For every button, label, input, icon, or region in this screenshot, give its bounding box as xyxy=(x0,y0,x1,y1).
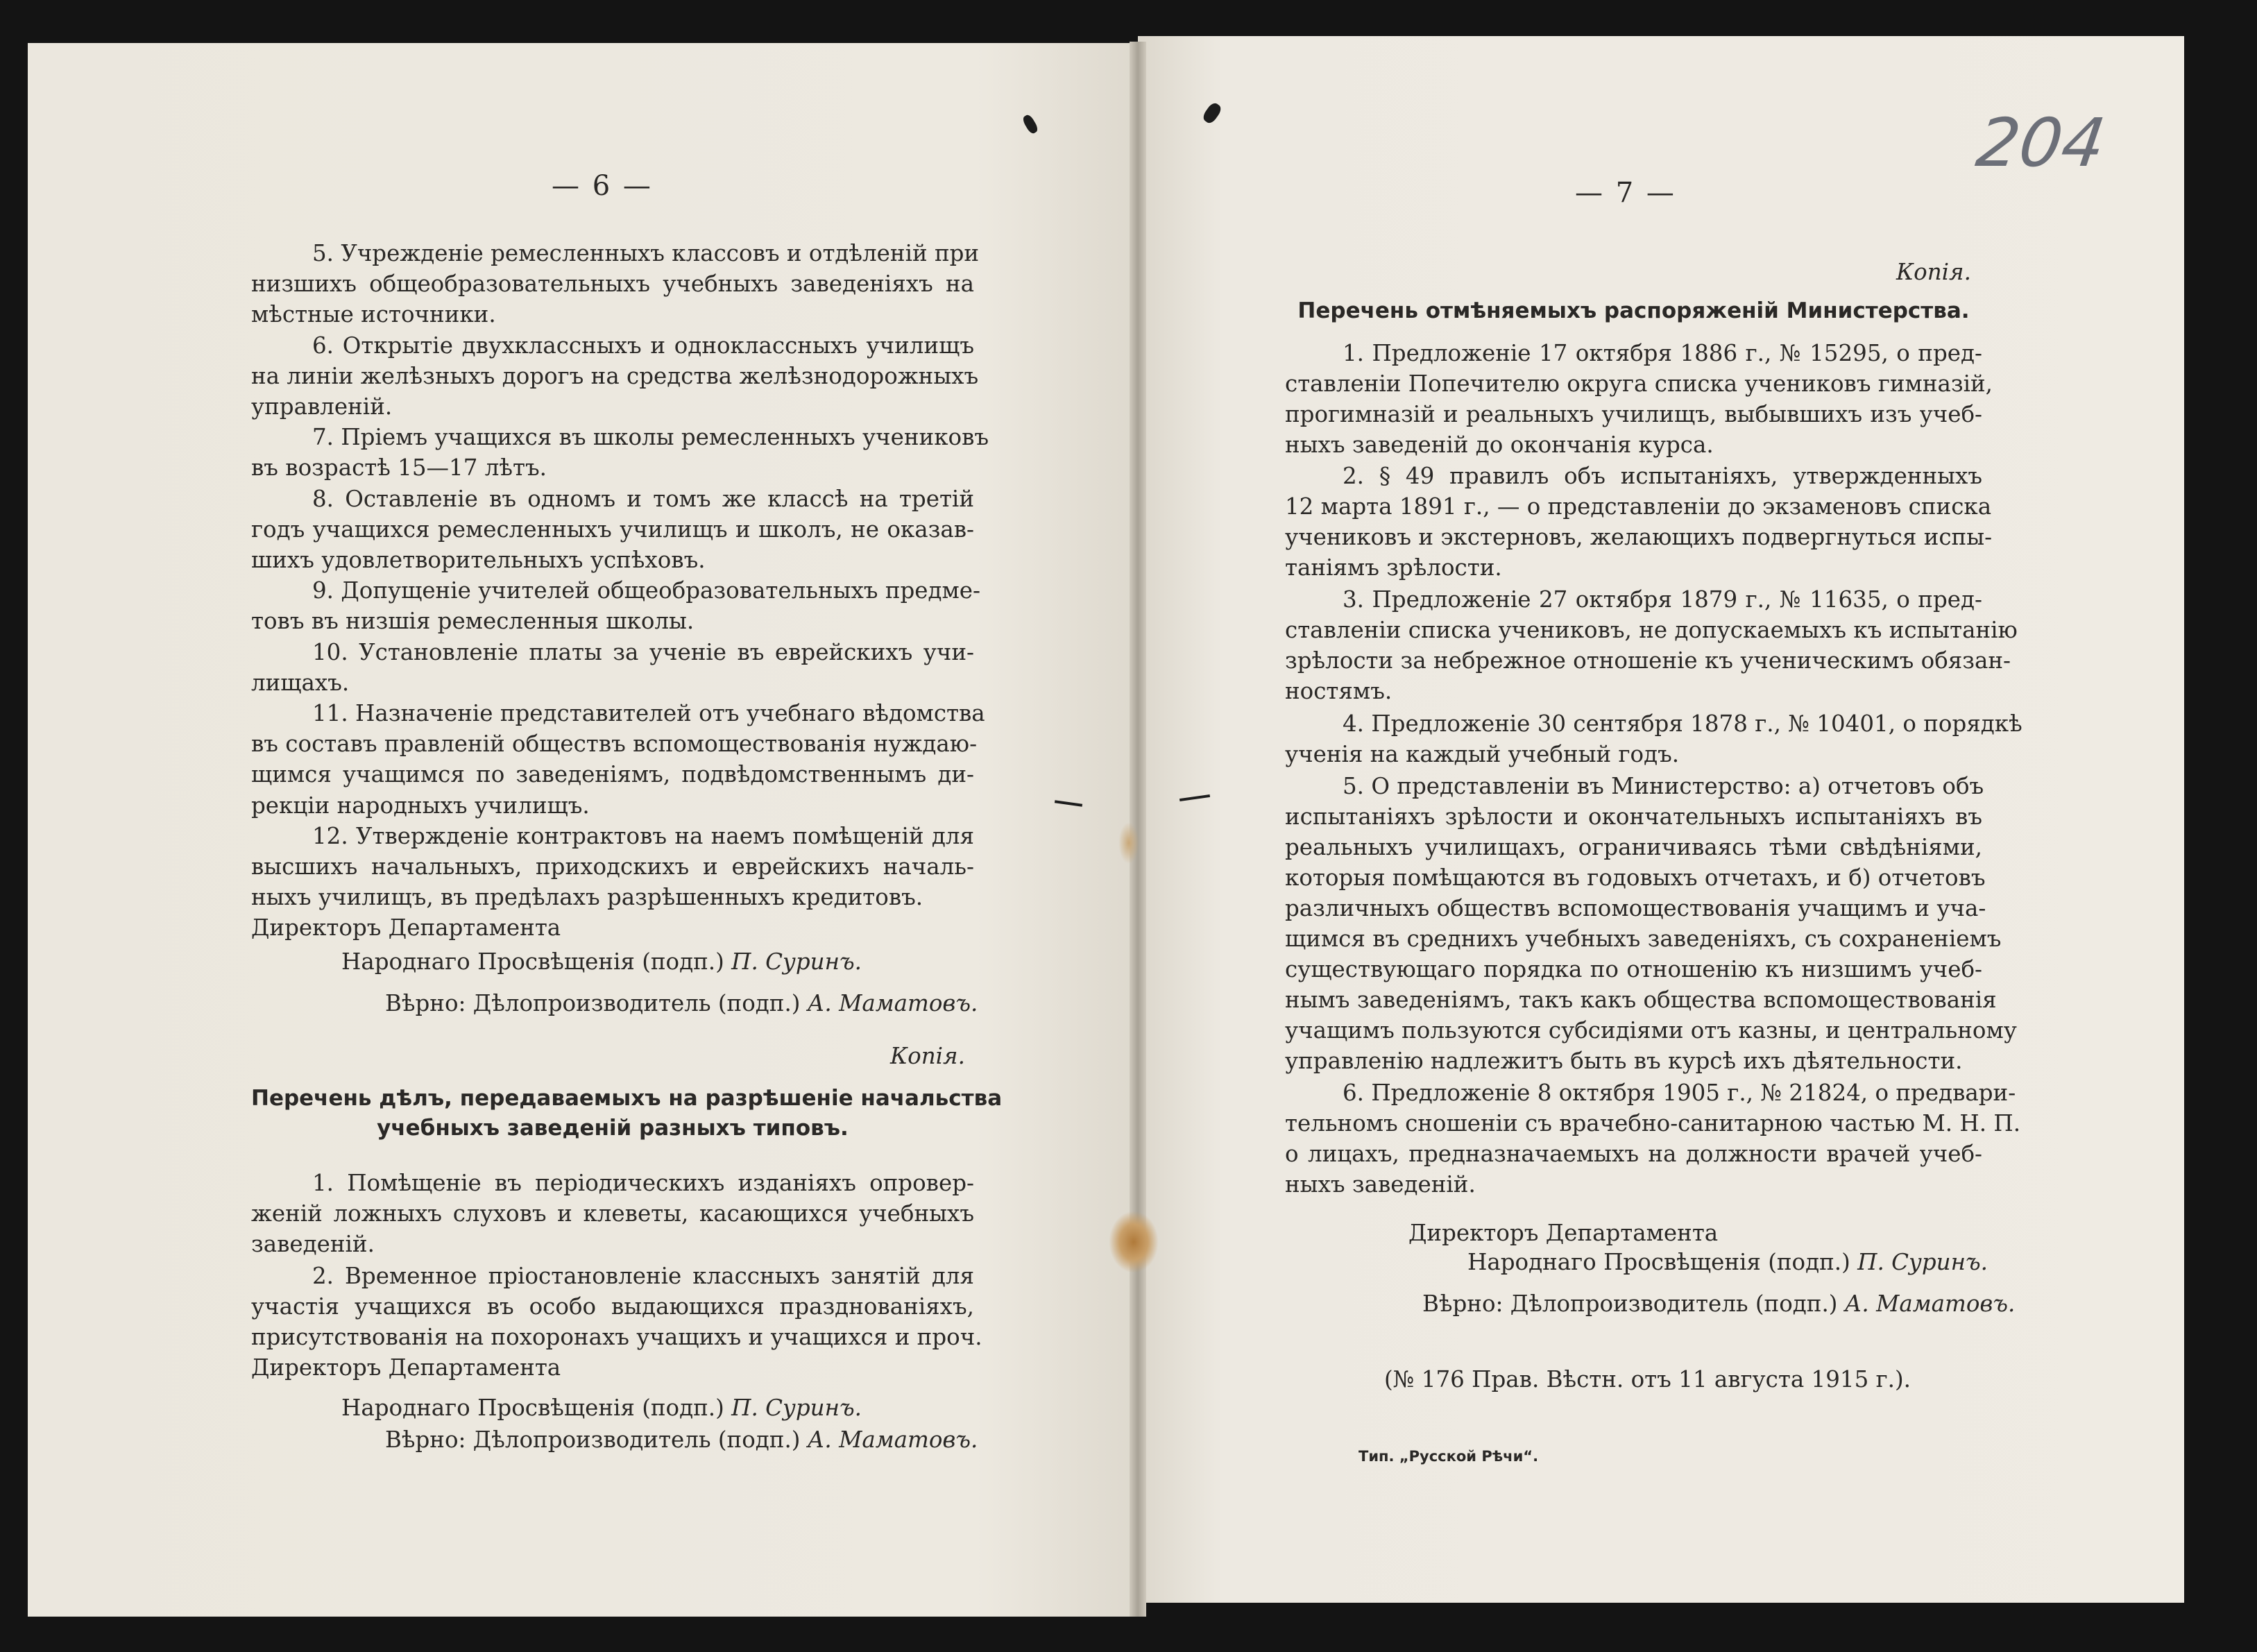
text-line: рекціи народныхъ училищъ. xyxy=(251,792,590,819)
text-line: 11. Назначеніе представителей отъ учебнаго вѣдомства xyxy=(312,700,985,726)
archive-number: 204 xyxy=(1972,104,2111,182)
text-line: на линіи желѣзныхъ дорогъ на средства желѣзнодорожныхъ xyxy=(251,362,979,389)
text-line: ставленіи списка учениковъ, не допускаемыхъ къ испытанію xyxy=(1285,617,2018,643)
signatory-name: П. Суринъ. xyxy=(731,1395,862,1421)
signature-prefix: Народнаго Просвѣщенія (подп.) xyxy=(341,1395,732,1421)
text-line: тельномъ сношеніи съ врачебно-санитарною частью М. Н. П. xyxy=(1285,1110,2021,1136)
text-line: нымъ заведеніямъ, такъ какъ общества вспомоществованія xyxy=(1285,987,1997,1013)
text-line: Директоръ Департамента xyxy=(251,1354,561,1381)
text-line: управленію надлежитъ быть въ курсѣ ихъ дѣятельности. xyxy=(1285,1048,1963,1074)
text-line: существующаго порядка по отношенію къ низшимъ учеб- xyxy=(1285,956,1982,982)
signatory-name: П. Суринъ. xyxy=(731,948,862,975)
text-line: ныхъ училищъ, въ предѣлахъ разрѣшенныхъ кредитовъ. xyxy=(251,884,923,911)
text-line: 3. Предложеніе 27 октября 1879 г., № 11635, о пред- xyxy=(1343,586,1982,613)
text-line: участія учащихся въ особо выдающихся празднованіяхъ, xyxy=(251,1293,974,1320)
text-line: реальныхъ училищахъ, ограничиваясь тѣми свѣдѣніями, xyxy=(1285,834,1982,860)
text-line: 8. Оставленіе въ одномъ и томъ же классѣ на третій xyxy=(312,485,974,512)
section-heading: учебныхъ заведеній разныхъ типовъ. xyxy=(377,1116,849,1141)
signature-prefix: Народнаго Просвѣщенія (подп.) xyxy=(341,948,732,975)
text-line: 7. Пріемъ учащихся въ школы ремесленныхъ учениковъ xyxy=(312,424,989,451)
text-line: 9. Допущеніе учителей общеобразовательныхъ предме- xyxy=(312,577,981,604)
section-heading: Перечень отмѣняемыхъ распоряженій Министерства. xyxy=(1297,298,1970,323)
signatory-name: А. Маматовъ. xyxy=(1844,1291,2016,1317)
text-line: мѣстные источники. xyxy=(251,301,496,328)
signatory-name: П. Суринъ. xyxy=(1857,1249,1988,1275)
text-line: зрѣлости за небрежное отношеніе къ ученическимъ обязан- xyxy=(1285,647,2011,674)
text-line: Директоръ Департамента xyxy=(251,914,561,942)
text-line: испытаніяхъ зрѣлости и окончательныхъ испытаніяхъ въ xyxy=(1285,803,1982,830)
signature-prefix: Вѣрно: Дѣлопроизводитель (подп.) xyxy=(385,990,808,1016)
verification-line xyxy=(385,1424,978,1455)
signature-line xyxy=(1467,1247,1988,1277)
text-line: высшихъ начальныхъ, приходскихъ и еврейскихъ началь- xyxy=(251,853,974,880)
text-line: въ возрастѣ 15—17 лѣтъ. xyxy=(251,454,547,482)
printer-imprint: Тип. „Русской Рѣчи“. xyxy=(1359,1448,1539,1465)
text-line: 5. Учрежденіе ремесленныхъ классовъ и отдѣленій при xyxy=(312,240,980,266)
signature-line xyxy=(341,946,862,977)
text-line: о лицахъ, предназначаемыхъ на должности врачей учеб- xyxy=(1285,1141,1982,1167)
text-line: таніямъ зрѣлости. xyxy=(1285,554,1502,581)
text-line: 4. Предложеніе 30 сентября 1878 г., № 10401, о порядкѣ xyxy=(1343,710,2022,737)
text-line: 2. Временное пріостановленіе классныхъ занятій для xyxy=(312,1263,974,1289)
text-line: 2. § 49 правилъ объ испытаніяхъ, утвержденныхъ xyxy=(1343,463,1982,489)
text-line: ставленіи Попечителю округа списка учениковъ гимназій, xyxy=(1285,371,1993,397)
text-line: женій ложныхъ слуховъ и клеветы, касающихся учебныхъ xyxy=(251,1200,974,1227)
signature-prefix: Вѣрно: Дѣлопроизводитель (подп.) xyxy=(385,1427,808,1453)
text-line: 10. Установленіе платы за ученіе въ еврейскихъ учи- xyxy=(312,638,974,665)
text-line: ностямъ. xyxy=(1285,678,1392,704)
text-line: 1. Предложеніе 17 октября 1886 г., № 15295, о пред- xyxy=(1343,340,1982,366)
verification-line xyxy=(385,988,978,1019)
signature-line xyxy=(341,1393,862,1423)
text-line: щимся въ среднихъ учебныхъ заведеніяхъ, съ сохраненіемъ xyxy=(1285,926,2002,952)
text-line: 5. О представленіи въ Министерство: а) отчетовъ объ xyxy=(1343,773,1984,799)
text-line: управленій. xyxy=(251,393,393,420)
source-note: (№ 176 Прав. Вѣстн. отъ 11 августа 1915 г.). xyxy=(1384,1366,1911,1393)
text-line: 12. Утвержденіе контрактовъ на наемъ помѣщеній для xyxy=(312,822,974,849)
signature-prefix: Вѣрно: Дѣлопроизводитель (подп.) xyxy=(1422,1291,1845,1317)
text-line: годъ учащихся ремесленныхъ училищъ и школъ, не оказав- xyxy=(251,516,974,543)
text-line: 1. Помѣщеніе въ періодическихъ изданіяхъ опровер- xyxy=(312,1170,974,1196)
text-line: ныхъ заведеній до окончанія курса. xyxy=(1285,432,1714,458)
copy-label: Копія. xyxy=(890,1043,965,1069)
text-line: различныхъ обществъ вспомоществованія учащимъ и уча- xyxy=(1285,895,1986,921)
text-line: присутствованія на похоронахъ учащихъ и учащихся и проч. xyxy=(251,1324,982,1350)
rust-stain xyxy=(1118,822,1139,864)
text-line: 6. Открытіе двухклассныхъ и одноклассныхъ училищъ xyxy=(312,332,974,359)
rust-stain xyxy=(1109,1211,1159,1273)
page-number: — 7 — xyxy=(1575,177,1676,209)
text-line: 12 марта 1891 г., — о представленіи до экзаменовъ списка xyxy=(1285,493,1992,520)
text-line: прогимназій и реальныхъ училищъ, выбывшихъ изъ учеб- xyxy=(1285,401,1982,427)
text-line: ученія на каждый учебный годъ. xyxy=(1285,741,1680,767)
text-line: товъ въ низшія ремесленныя школы. xyxy=(251,608,695,635)
text-line: учащимъ пользуются субсидіями отъ казны, и центральному xyxy=(1285,1017,2017,1044)
signatory-name: А. Маматовъ. xyxy=(807,1427,978,1453)
copy-label: Копія. xyxy=(1896,259,1971,285)
text-line: щимся учащимся по заведеніямъ, подвѣдомственнымъ ди- xyxy=(251,761,974,788)
section-heading: Перечень дѣлъ, передаваемыхъ на разрѣшеніе начальства xyxy=(251,1086,1003,1111)
text-line: шихъ удовлетворительныхъ успѣховъ. xyxy=(251,547,706,573)
verification-line xyxy=(1422,1288,2015,1319)
page-number: — 6 — xyxy=(552,170,653,202)
signature-prefix: Народнаго Просвѣщенія (подп.) xyxy=(1467,1249,1858,1275)
text-line: учениковъ и экстерновъ, желающихъ подвергнуться испы- xyxy=(1285,524,1993,550)
text-line: заведеній. xyxy=(251,1231,375,1257)
text-line: лищахъ. xyxy=(251,669,350,696)
text-line: 6. Предложеніе 8 октября 1905 г., № 21824, о предвари- xyxy=(1343,1080,2016,1106)
text-line: ныхъ заведеній. xyxy=(1285,1171,1476,1198)
director-line: Директоръ Департамента xyxy=(1408,1220,1719,1246)
signatory-name: А. Маматовъ. xyxy=(807,990,978,1016)
text-line: въ составъ правленій обществъ вспомоществованія нуждаю- xyxy=(251,731,978,758)
text-line: низшихъ общеобразовательныхъ учебныхъ заведеніяхъ на xyxy=(251,271,974,298)
text-line: которыя помѣщаются въ годовыхъ отчетахъ, и б) отчетовъ xyxy=(1285,865,1986,891)
